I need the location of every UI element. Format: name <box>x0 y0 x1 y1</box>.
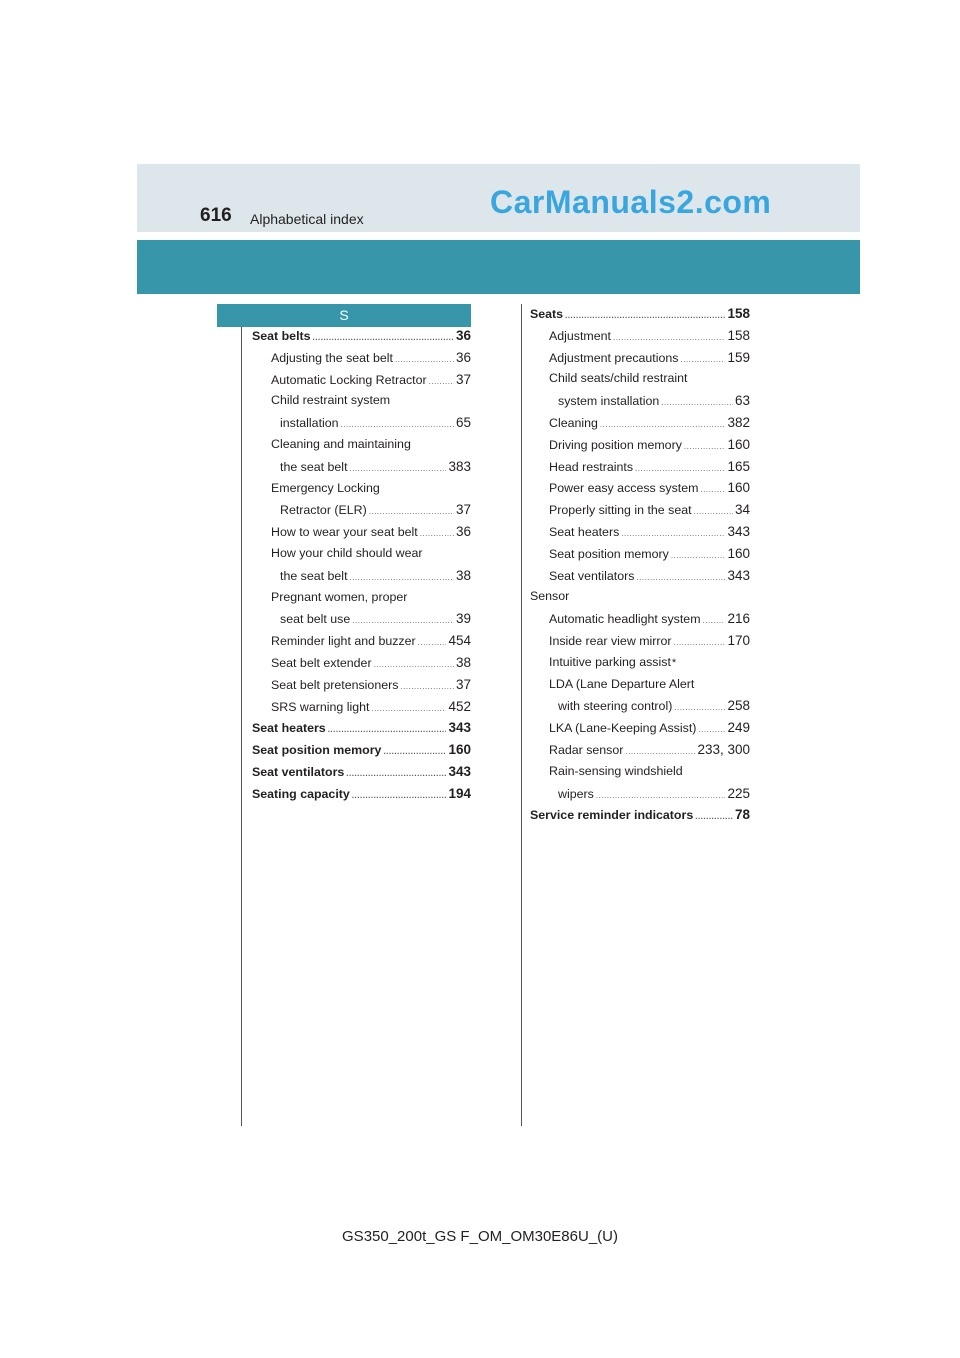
index-entry <box>530 698 750 720</box>
index-entry <box>252 459 471 481</box>
index-entry <box>252 699 471 721</box>
dot-leader <box>661 398 733 407</box>
dot-leader <box>625 747 695 756</box>
entry-term: Automatic headlight system <box>549 612 701 627</box>
entry-page-ref[interactable]: 343 <box>727 567 750 583</box>
entry-term: the seat belt <box>280 568 348 583</box>
index-entry <box>252 568 471 590</box>
entry-term: LKA (Lane-Keeping Assist) <box>549 721 697 736</box>
footnote-mark: * <box>671 656 677 669</box>
index-entry <box>530 480 750 502</box>
dot-leader <box>636 573 725 582</box>
entry-term: Seat heaters <box>549 524 620 539</box>
index-entry <box>530 524 750 546</box>
index-entry <box>530 502 750 524</box>
entry-page-ref[interactable]: 233, 300 <box>697 741 750 757</box>
index-entry <box>530 786 750 808</box>
entry-page-ref[interactable]: 36 <box>455 524 471 540</box>
dot-leader <box>703 616 726 625</box>
entry-term: Intuitive parking assist <box>549 654 671 669</box>
entry-term: Adjustment precautions <box>549 350 679 365</box>
index-entry <box>252 546 471 568</box>
entry-page-ref[interactable]: 170 <box>727 632 750 648</box>
entry-page-ref[interactable]: 39 <box>455 611 471 627</box>
index-entry <box>530 589 750 611</box>
entry-page-ref[interactable]: 225 <box>727 785 750 801</box>
dot-leader <box>420 529 454 538</box>
dot-leader <box>313 333 454 342</box>
dot-leader <box>429 377 454 386</box>
entry-page-ref[interactable]: 158 <box>727 306 750 321</box>
entry-term: Power easy access system <box>549 481 699 496</box>
dot-leader <box>684 442 726 451</box>
index-entry <box>252 633 471 655</box>
entry-page-ref[interactable]: 160 <box>448 742 471 758</box>
entry-term: Seat heaters <box>252 721 326 736</box>
index-entry <box>530 328 750 350</box>
dot-leader <box>350 464 447 473</box>
index-entry <box>530 437 750 459</box>
entry-term: LDA (Lane Departure Alert <box>549 676 695 691</box>
entry-term: Radar sensor <box>549 742 624 757</box>
entry-page-ref[interactable]: 343 <box>448 720 471 736</box>
index-entry <box>252 764 471 786</box>
index-entry <box>530 415 750 437</box>
entry-term: Automatic Locking Retractor <box>271 372 427 387</box>
entry-term: Seat position memory <box>252 743 382 758</box>
index-entry <box>530 764 750 786</box>
entry-term: Rain-sensing windshield <box>549 763 683 778</box>
index-entry <box>252 611 471 633</box>
dot-leader <box>369 507 454 516</box>
entry-page-ref[interactable]: 36 <box>455 349 471 365</box>
entry-term: Seat belts <box>252 329 311 343</box>
dot-leader <box>383 747 446 756</box>
dot-leader <box>613 333 725 342</box>
entry-term: Seat ventilators <box>549 568 635 583</box>
entry-page-ref[interactable]: 165 <box>727 458 750 474</box>
entry-page-ref[interactable]: 194 <box>448 785 471 801</box>
index-entry <box>530 459 750 481</box>
index-entry <box>530 546 750 568</box>
index-entry <box>530 742 750 764</box>
entry-term: Seat belt pretensioners <box>271 677 399 692</box>
entry-term: the seat belt <box>280 459 348 474</box>
entry-page-ref[interactable]: 63 <box>734 393 750 409</box>
index-entry <box>252 350 471 372</box>
entry-page-ref[interactable]: 38 <box>455 567 471 583</box>
index-entry <box>252 655 471 677</box>
dot-leader <box>346 769 446 778</box>
entry-term: system installation <box>558 394 660 409</box>
entry-term: Child seats/child restraint <box>549 371 688 386</box>
dot-leader <box>341 420 454 429</box>
entry-term: installation <box>280 416 339 431</box>
entry-page-ref[interactable]: 258 <box>727 698 750 714</box>
index-entry <box>530 371 750 393</box>
watermark-logo[interactable]: CarManuals2.com <box>490 184 772 220</box>
entry-page-ref[interactable]: 160 <box>727 545 750 561</box>
index-entry <box>252 786 471 808</box>
entry-term: Head restraints <box>549 459 634 474</box>
index-entry <box>530 677 750 699</box>
index-entry <box>530 633 750 655</box>
dot-leader <box>374 660 454 669</box>
dot-leader <box>352 616 454 625</box>
entry-page-ref[interactable]: 249 <box>727 720 750 736</box>
document-code: GS350_200t_GS F_OM_OM30E86U_(U) <box>342 1228 618 1245</box>
dot-leader <box>694 507 733 516</box>
entry-term: Pregnant women, proper <box>271 589 408 604</box>
entry-page-ref[interactable]: 160 <box>727 436 750 452</box>
entry-page-ref[interactable]: 454 <box>448 633 471 649</box>
entry-page-ref[interactable]: 452 <box>448 698 471 714</box>
index-entry <box>530 611 750 633</box>
dot-leader <box>600 420 726 429</box>
entry-page-ref[interactable]: 36 <box>455 328 471 343</box>
entry-term: Seat belt extender <box>271 655 372 670</box>
entry-term: Cleaning and maintaining <box>271 436 411 451</box>
dot-leader <box>671 551 726 560</box>
index-entry <box>530 393 750 415</box>
index-column-right <box>530 306 750 829</box>
dot-leader <box>352 791 447 800</box>
index-entry <box>252 502 471 524</box>
column-divider-left <box>241 304 242 1126</box>
index-entry <box>252 677 471 699</box>
index-entry <box>252 590 471 612</box>
dot-leader <box>400 682 454 691</box>
entry-term: Seat ventilators <box>252 764 345 779</box>
entry-term: wipers <box>558 786 594 801</box>
dot-leader <box>395 355 454 364</box>
entry-term: with steering control) <box>558 699 673 714</box>
index-entry <box>252 328 471 350</box>
dot-leader <box>681 355 726 364</box>
dot-leader <box>700 485 725 494</box>
entry-page-ref[interactable]: 216 <box>727 611 750 627</box>
page-number: 616 <box>200 205 232 226</box>
entry-term: Emergency Locking <box>271 480 380 495</box>
dot-leader <box>674 703 725 712</box>
dot-leader <box>674 638 726 647</box>
index-entry <box>530 720 750 742</box>
entry-term: Sensor <box>530 589 570 604</box>
dot-leader <box>698 725 725 734</box>
index-entry <box>252 437 471 459</box>
dot-leader <box>565 311 725 320</box>
dot-leader <box>635 464 725 473</box>
entry-term: Seats <box>530 307 564 321</box>
index-entry <box>530 306 750 328</box>
column-divider-right <box>521 304 522 1126</box>
entry-term: Inside rear view mirror <box>549 633 672 648</box>
entry-page-ref[interactable]: 37 <box>455 371 471 387</box>
entry-term: Service reminder indicators <box>530 808 694 823</box>
entry-term: Child restraint system <box>271 393 391 408</box>
entry-page-ref[interactable]: 37 <box>455 502 471 518</box>
entry-term: Cleaning <box>549 415 598 430</box>
entry-term: Reminder light and buzzer <box>271 634 416 649</box>
entry-page-ref[interactable]: 383 <box>448 458 471 474</box>
index-entry <box>252 415 471 437</box>
dot-leader <box>418 638 447 647</box>
entry-term: Driving position memory <box>549 437 682 452</box>
dot-leader <box>350 573 454 582</box>
entry-term: Retractor (ELR) <box>280 503 367 518</box>
dot-leader <box>621 529 725 538</box>
entry-term: How your child should wear <box>271 545 423 560</box>
entry-term: Adjustment <box>549 328 611 343</box>
teal-banner <box>137 240 860 294</box>
index-entry <box>530 350 750 372</box>
index-entry <box>252 372 471 394</box>
entry-page-ref[interactable]: 37 <box>455 676 471 692</box>
dot-leader <box>328 725 447 734</box>
entry-page-ref[interactable]: 343 <box>448 763 471 779</box>
entry-term: Adjusting the seat belt <box>271 350 393 365</box>
entry-term: How to wear your seat belt <box>271 525 418 540</box>
index-entry <box>530 807 750 829</box>
entry-page-ref[interactable]: 159 <box>727 349 750 365</box>
entry-term: seat belt use <box>280 612 351 627</box>
index-entry <box>530 568 750 590</box>
dot-leader <box>695 812 733 821</box>
index-entry <box>252 742 471 764</box>
entry-page-ref[interactable]: 78 <box>734 807 750 823</box>
entry-page-ref[interactable]: 382 <box>727 414 750 430</box>
entry-page-ref[interactable]: 38 <box>455 654 471 670</box>
index-entry <box>252 524 471 546</box>
index-entry <box>252 393 471 415</box>
dot-leader <box>371 704 446 713</box>
index-entry <box>252 720 471 742</box>
entry-page-ref[interactable]: 34 <box>734 502 750 518</box>
entry-page-ref[interactable]: 343 <box>727 523 750 539</box>
index-column-left <box>252 328 471 808</box>
entry-term: SRS warning light <box>271 699 370 714</box>
entry-term: Properly sitting in the seat <box>549 503 692 518</box>
index-letter-heading: S <box>217 304 471 327</box>
index-entry <box>530 655 750 677</box>
index-entry <box>252 481 471 503</box>
section-title: Alphabetical index <box>250 211 364 227</box>
dot-leader <box>596 791 726 800</box>
entry-term: Seat position memory <box>549 546 669 561</box>
entry-page-ref[interactable]: 160 <box>727 480 750 496</box>
entry-page-ref[interactable]: 65 <box>455 415 471 431</box>
entry-term: Seating capacity <box>252 786 350 801</box>
entry-page-ref[interactable]: 158 <box>727 327 750 343</box>
